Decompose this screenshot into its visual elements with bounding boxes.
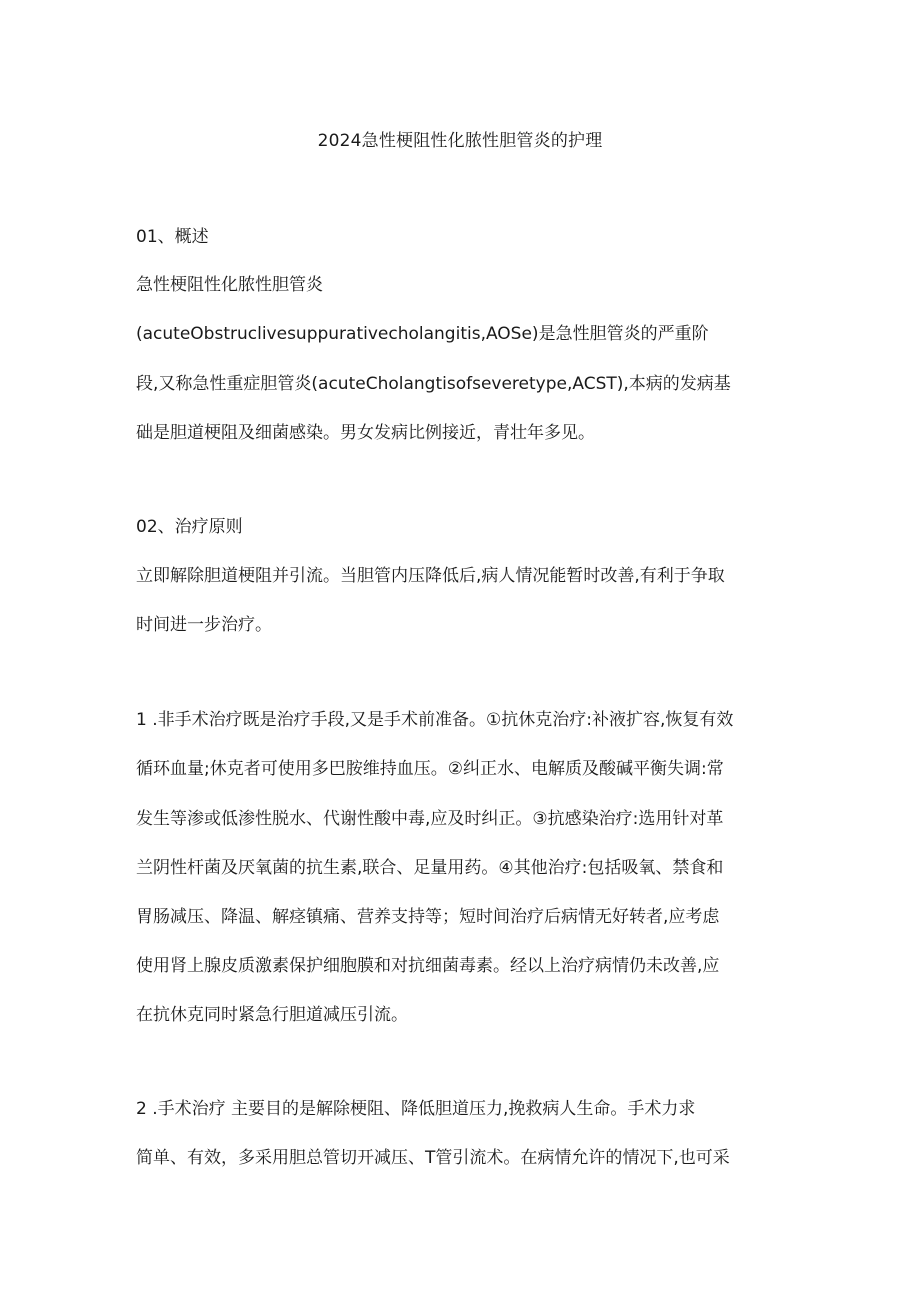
paragraph-line: (acuteObstruclivesuppurativecholangitis,AOSe)是急性胆管炎的严重阶 xyxy=(136,324,709,344)
paragraph-line: 础是胆道梗阻及细菌感染。男女发病比例接近，青壮年多见。 xyxy=(136,423,595,443)
document-title: 2024急性梗阻性化脓性胆管炎的护理 xyxy=(317,131,603,151)
section-heading-treatment-principles: 02、治疗原则 xyxy=(136,517,243,537)
paragraph-line: 循环血量;休克者可使用多巴胺维持血压。②纠正水、电解质及酸碱平衡失调:常 xyxy=(136,759,724,779)
paragraph-line: 兰阴性杆菌及厌氧菌的抗生素,联合、足量用药。④其他治疗:包括吸氧、禁食和 xyxy=(136,858,724,878)
paragraph-line: 在抗休克同时紧急行胆道减压引流。 xyxy=(136,1005,408,1025)
section-heading-overview: 01、概述 xyxy=(136,227,209,247)
paragraph-line: 胃肠减压、降温、解痉镇痛、营养支持等；短时间治疗后病情无好转者,应考虑 xyxy=(136,907,720,927)
paragraph-line: 1 .非手术治疗既是治疗手段,又是手术前准备。①抗休克治疗:补液扩容,恢复有效 xyxy=(136,710,734,730)
paragraph-line: 使用肾上腺皮质激素保护细胞膜和对抗细菌毒素。经以上治疗病情仍未改善,应 xyxy=(136,956,720,976)
paragraph-line: 立即解除胆道梗阻并引流。当胆管内压降低后,病人情况能暂时改善,有利于争取 xyxy=(136,566,725,586)
paragraph-line: 段,又称急性重症胆管炎(acuteCholangtisofseveretype,ACST),本病的发病基 xyxy=(136,374,731,394)
paragraph-line: 急性梗阻性化脓性胆管炎 xyxy=(136,275,323,295)
paragraph-line: 发生等渗或低渗性脱水、代谢性酸中毒,应及时纠正。③抗感染治疗:选用针对革 xyxy=(136,809,724,829)
paragraph-line: 2 .手术治疗 主要目的是解除梗阻、降低胆道压力,挽救病人生命。手术力求 xyxy=(136,1099,696,1119)
paragraph-line: 简单、有效，多采用胆总管切开减压、T管引流术。在病情允许的情况下,也可采 xyxy=(136,1148,730,1168)
paragraph-line: 时间进一步治疗。 xyxy=(136,615,272,635)
